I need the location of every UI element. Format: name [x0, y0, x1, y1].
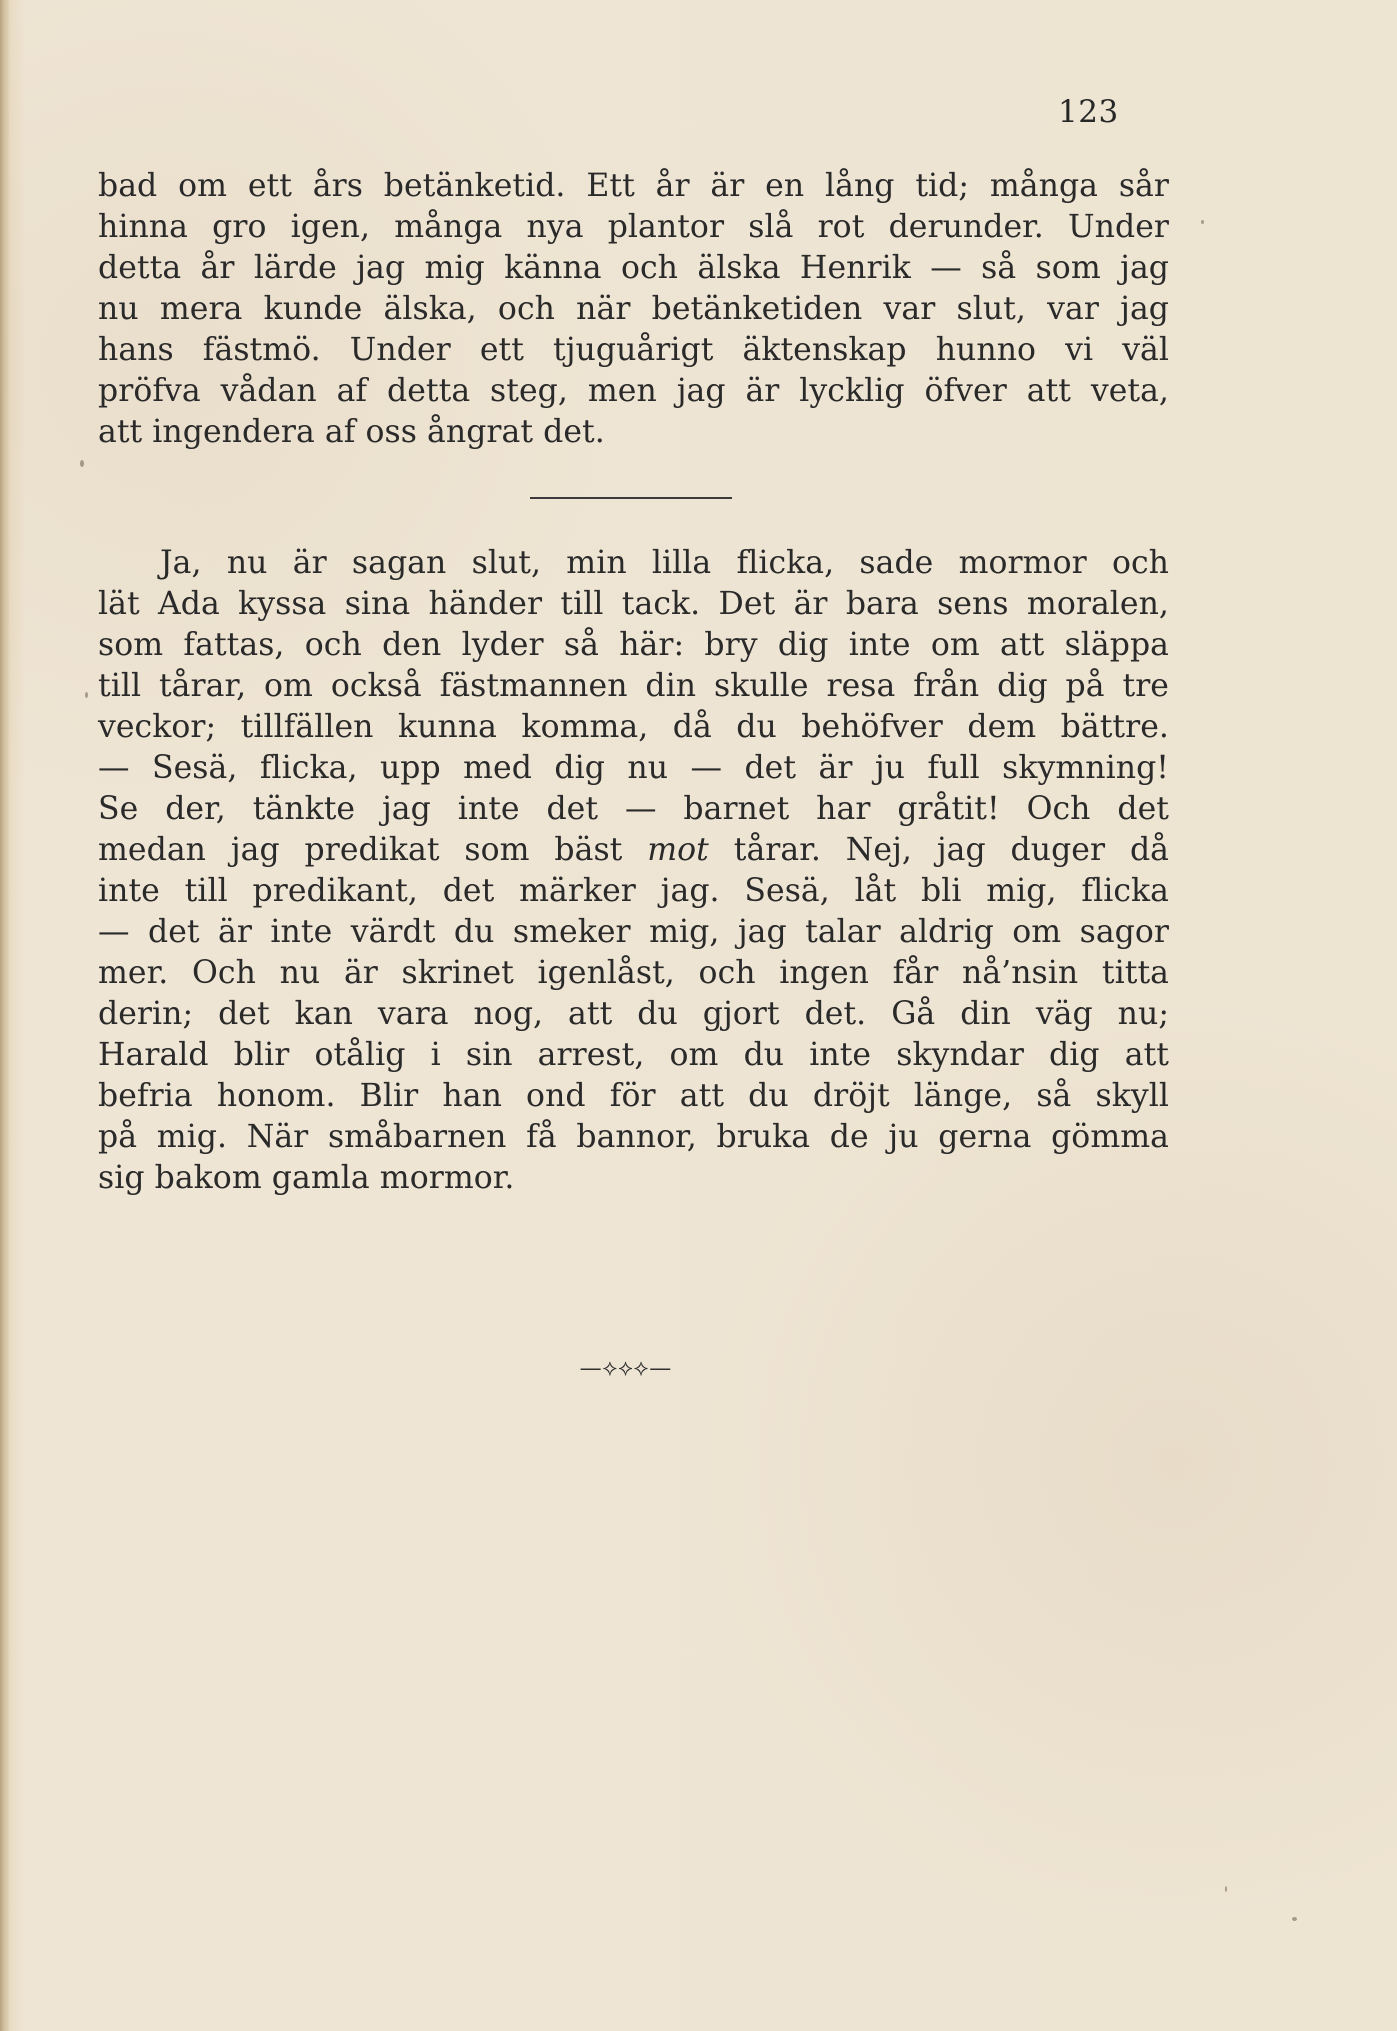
text-fragment: medan jag predikat som bäst	[98, 832, 623, 868]
italic-word: mot	[647, 832, 709, 868]
text-line: — Sesä, flicka, upp med dig nu — det är ju full skymning!	[98, 750, 1169, 786]
text-line: hinna gro igen, många nya plantor slå rot derunder. Under	[98, 209, 1169, 245]
section-divider	[530, 497, 732, 499]
ornament-divider: —⟡⟡⟡—	[579, 1356, 673, 1381]
paper-speck	[1292, 1917, 1297, 1921]
page-number: 123	[1058, 94, 1119, 130]
text-line: Harald blir otålig i sin arrest, om du inte skyndar dig att	[98, 1037, 1169, 1073]
text-line: lät Ada kyssa sina händer till tack. Det är bara sens moralen,	[98, 586, 1169, 622]
text-line: sig bakom gamla mormor.	[98, 1160, 515, 1196]
paper-speck	[1225, 1886, 1227, 1892]
paper-speck	[80, 460, 84, 467]
paper-speck	[85, 692, 88, 698]
text-line: detta år lärde jag mig känna och älska Henrik — så som jag	[98, 250, 1169, 286]
text-line: att ingendera af oss ångrat det.	[98, 414, 605, 450]
text-line: veckor; tillfällen kunna komma, då du behöfver dem bättre.	[98, 709, 1169, 745]
text-line: Ja, nu är sagan slut, min lilla flicka, sade mormor och	[160, 545, 1169, 581]
text-fragment: tårar. Nej, jag duger då	[733, 832, 1169, 868]
text-line: — det är inte värdt du smeker mig, jag talar aldrig om sagor	[98, 914, 1169, 950]
paragraph-top	[98, 166, 1169, 453]
text-line: mer. Och nu är skrinet igenlåst, och ingen får nå’nsin titta	[98, 955, 1169, 991]
paragraph-ending	[98, 543, 1169, 1199]
text-line: till tårar, om också fästmannen din skulle resa från dig på tre	[98, 668, 1169, 704]
text-line: som fattas, och den lyder så här: bry dig inte om att släppa	[98, 627, 1169, 663]
text-line: Se der, tänkte jag inte det — barnet har gråtit! Och det	[98, 791, 1169, 827]
text-line: på mig. När småbarnen få bannor, bruka de ju gerna gömma	[98, 1119, 1169, 1155]
text-line-with-italic	[98, 830, 1169, 871]
binding-edge	[0, 0, 10, 2031]
text-line: hans fästmö. Under ett tjuguårigt äktenskap hunno vi väl	[98, 332, 1169, 368]
text-line: bad om ett års betänketid. Ett år är en lång tid; många sår	[98, 168, 1169, 204]
text-line: inte till predikant, det märker jag. Sesä, låt bli mig, flicka	[98, 873, 1169, 909]
text-line: befria honom. Blir han ond för att du dröjt länge, så skyll	[98, 1078, 1169, 1114]
paper-speck	[1201, 220, 1204, 224]
text-line: pröfva vådan af detta steg, men jag är lycklig öfver att veta,	[98, 373, 1169, 409]
text-line: derin; det kan vara nog, att du gjort det. Gå din väg nu;	[98, 996, 1169, 1032]
text-line: nu mera kunde älska, och när betänketiden var slut, var jag	[98, 291, 1169, 327]
